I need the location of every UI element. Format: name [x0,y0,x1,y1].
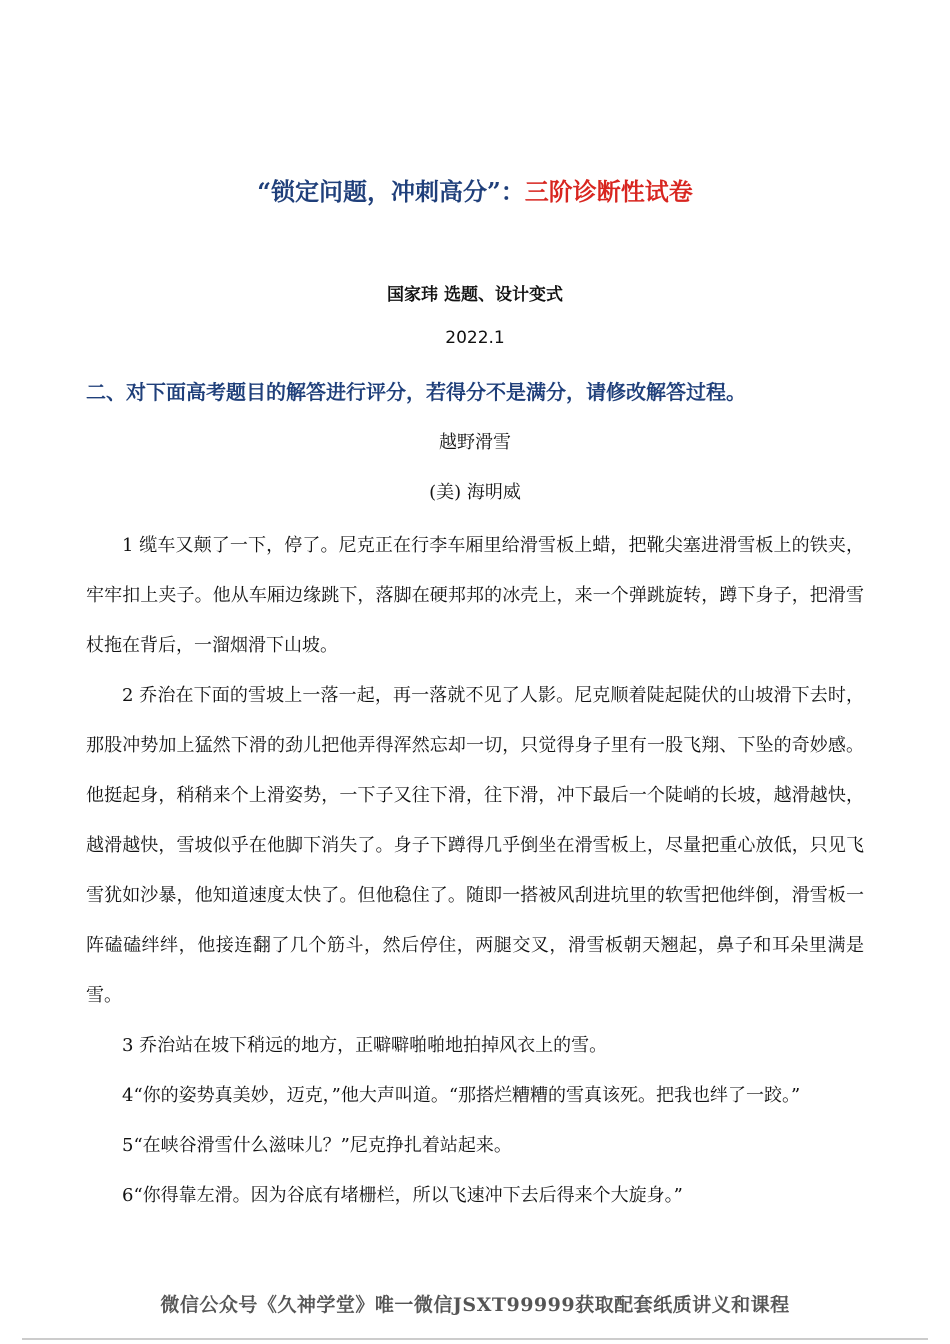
story-body [86,521,864,1221]
story-paragraph: 6“你得靠左滑。因为谷底有堵栅栏，所以飞速冲下去后得来个大旋身。” [122,1185,683,1206]
story-paragraph: 5“在峡谷滑雪什么滋味儿？”尼克挣扎着站起来。 [122,1135,512,1156]
story-paragraph: 4“你的姿势真美妙，迈克，”他大声叫道。“那搭烂糟糟的雪真该死。把我也绊了一跤。” [122,1085,801,1106]
footer-watermark: 微信公众号《久神学堂》唯一微信JSXT99999获取配套纸质讲义和课程 [160,1294,790,1316]
date-line: 2022.1 [445,328,505,348]
story-title: 越野滑雪 [439,432,511,453]
document-title [0,172,950,207]
author-line: 国家玮 选题、设计变式 [387,285,563,305]
story-paragraph: 2 乔治在下面的雪坡上一落一起，再一落就不见了人影。尼克顺着陡起陡伏的山坡滑下去时，那股冲势加上猛然下滑的劲儿把他弄得浑然忘却一切，只觉得身子里有一股飞翔、下坠的奇妙感。他挺起身，稍稍来个上滑姿势，一下子又往下滑，往下滑，冲下最后一个陡峭的长坡，越滑越快，越滑越快，雪坡似乎在他脚下消失了。身子下蹲得几乎倒坐在滑雪板上，尽量把重心放低，只见飞雪犹如沙暴，他知道速度太快了。但他稳住了。随即一搭被风刮进坑里的软雪把他绊倒，滑雪板一阵磕磕绊绊，他接连翻了几个筋斗，然后停住，两腿交叉，滑雪板朝天翘起，鼻子和耳朵里满是雪。 [86,685,864,1006]
bottom-divider [22,1338,928,1340]
title-exam-name: 三阶诊断性试卷 [524,177,693,206]
title-slogan: “锁定问题，冲刺高分”： [257,177,525,206]
story-paragraph: 3 乔治站在坡下稍远的地方，正噼噼啪啪地拍掉风衣上的雪。 [122,1035,608,1056]
section-heading: 二、对下面高考题目的解答进行评分，若得分不是满分，请修改解答过程。 [86,380,746,404]
story-paragraph: 1 缆车又颠了一下，停了。尼克正在行李车厢里给滑雪板上蜡，把靴尖塞进滑雪板上的铁夹，牢牢扣上夹子。他从车厢边缘跳下，落脚在硬邦邦的冰壳上，来一个弹跳旋转，蹲下身子，把滑雪杖拖在背后，一溜烟滑下山坡。 [86,535,864,656]
story-author: (美) 海明威 [429,482,521,503]
